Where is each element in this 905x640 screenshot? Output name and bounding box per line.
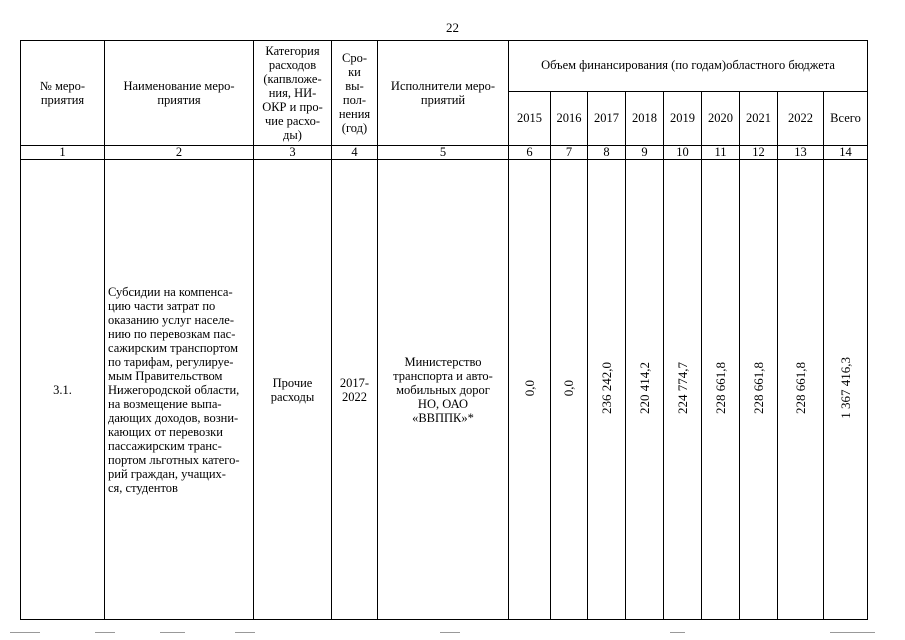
row-terms: 2017- 2022 — [332, 160, 378, 620]
header-executors: Исполнители меро- приятий — [378, 41, 509, 146]
row-total: 1 367 416,3 — [824, 160, 868, 620]
page-number: 22 — [446, 20, 459, 35]
row-value: 0,0 — [551, 160, 588, 620]
row-value: 224 774,7 — [664, 160, 702, 620]
column-number: 2 — [105, 146, 254, 160]
header-year: 2015 — [509, 91, 551, 145]
row-name: Субсидии на компенса- цию части затрат по оказанию услуг населе- нию по перевозкам пас- сажирским транспортом по тарифам, регулируе- мым Правительством Нижегородской области, на возмещение выпа- дающих доходов, возни- кающих от перевозки пассажирским транс- портом льготных катего- рий граждан, учащих- ся, студентов — [105, 160, 254, 620]
scan-artifact — [440, 632, 460, 633]
row-value: 228 661,8 — [740, 160, 778, 620]
column-number: 12 — [740, 146, 778, 160]
scan-artifact — [95, 632, 115, 633]
header-terms: Сро- ки вы- пол- нения (год) — [332, 41, 378, 146]
column-number: 4 — [332, 146, 378, 160]
header-year: 2019 — [664, 91, 702, 145]
column-number: 8 — [588, 146, 626, 160]
column-number: 3 — [254, 146, 332, 160]
header-category: Категория расходов (капвложе- ния, НИ- ОКР и про- чие расхо- ды) — [254, 41, 332, 146]
table-row — [21, 160, 868, 620]
column-number: 6 — [509, 146, 551, 160]
row-value: 220 414,2 — [626, 160, 664, 620]
row-value: 236 242,0 — [588, 160, 626, 620]
column-number: 14 — [824, 146, 868, 160]
row-value: 0,0 — [509, 160, 551, 620]
scan-artifact — [160, 632, 185, 633]
row-value: 228 661,8 — [702, 160, 740, 620]
column-number: 13 — [778, 146, 824, 160]
header-year: 2016 — [551, 91, 588, 145]
header-total: Всего — [824, 91, 868, 145]
scan-artifact — [10, 632, 40, 633]
column-number: 10 — [664, 146, 702, 160]
header-year: 2017 — [588, 91, 626, 145]
header-year: 2021 — [740, 91, 778, 145]
scan-artifact — [670, 632, 685, 633]
row-executors: Министерство транспорта и авто- мобильных дорог НО, ОАО «ВВППК»* — [378, 160, 509, 620]
column-number: 5 — [378, 146, 509, 160]
header-name: Наименование меро- приятия — [105, 41, 254, 146]
column-number: 11 — [702, 146, 740, 160]
header-num: № меро- приятия — [21, 41, 105, 146]
scan-artifact — [830, 632, 875, 633]
funding-table — [20, 40, 868, 620]
row-category: Прочие расходы — [254, 160, 332, 620]
column-number: 7 — [551, 146, 588, 160]
header-year: 2020 — [702, 91, 740, 145]
column-number: 9 — [626, 146, 664, 160]
header-year: 2022 — [778, 91, 824, 145]
row-num: 3.1. — [21, 160, 105, 620]
header-year: 2018 — [626, 91, 664, 145]
row-value: 228 661,8 — [778, 160, 824, 620]
column-number: 1 — [21, 146, 105, 160]
header-funding-group: Объем финансирования (по годам)областного бюджета — [509, 41, 868, 92]
scan-artifact — [235, 632, 255, 633]
